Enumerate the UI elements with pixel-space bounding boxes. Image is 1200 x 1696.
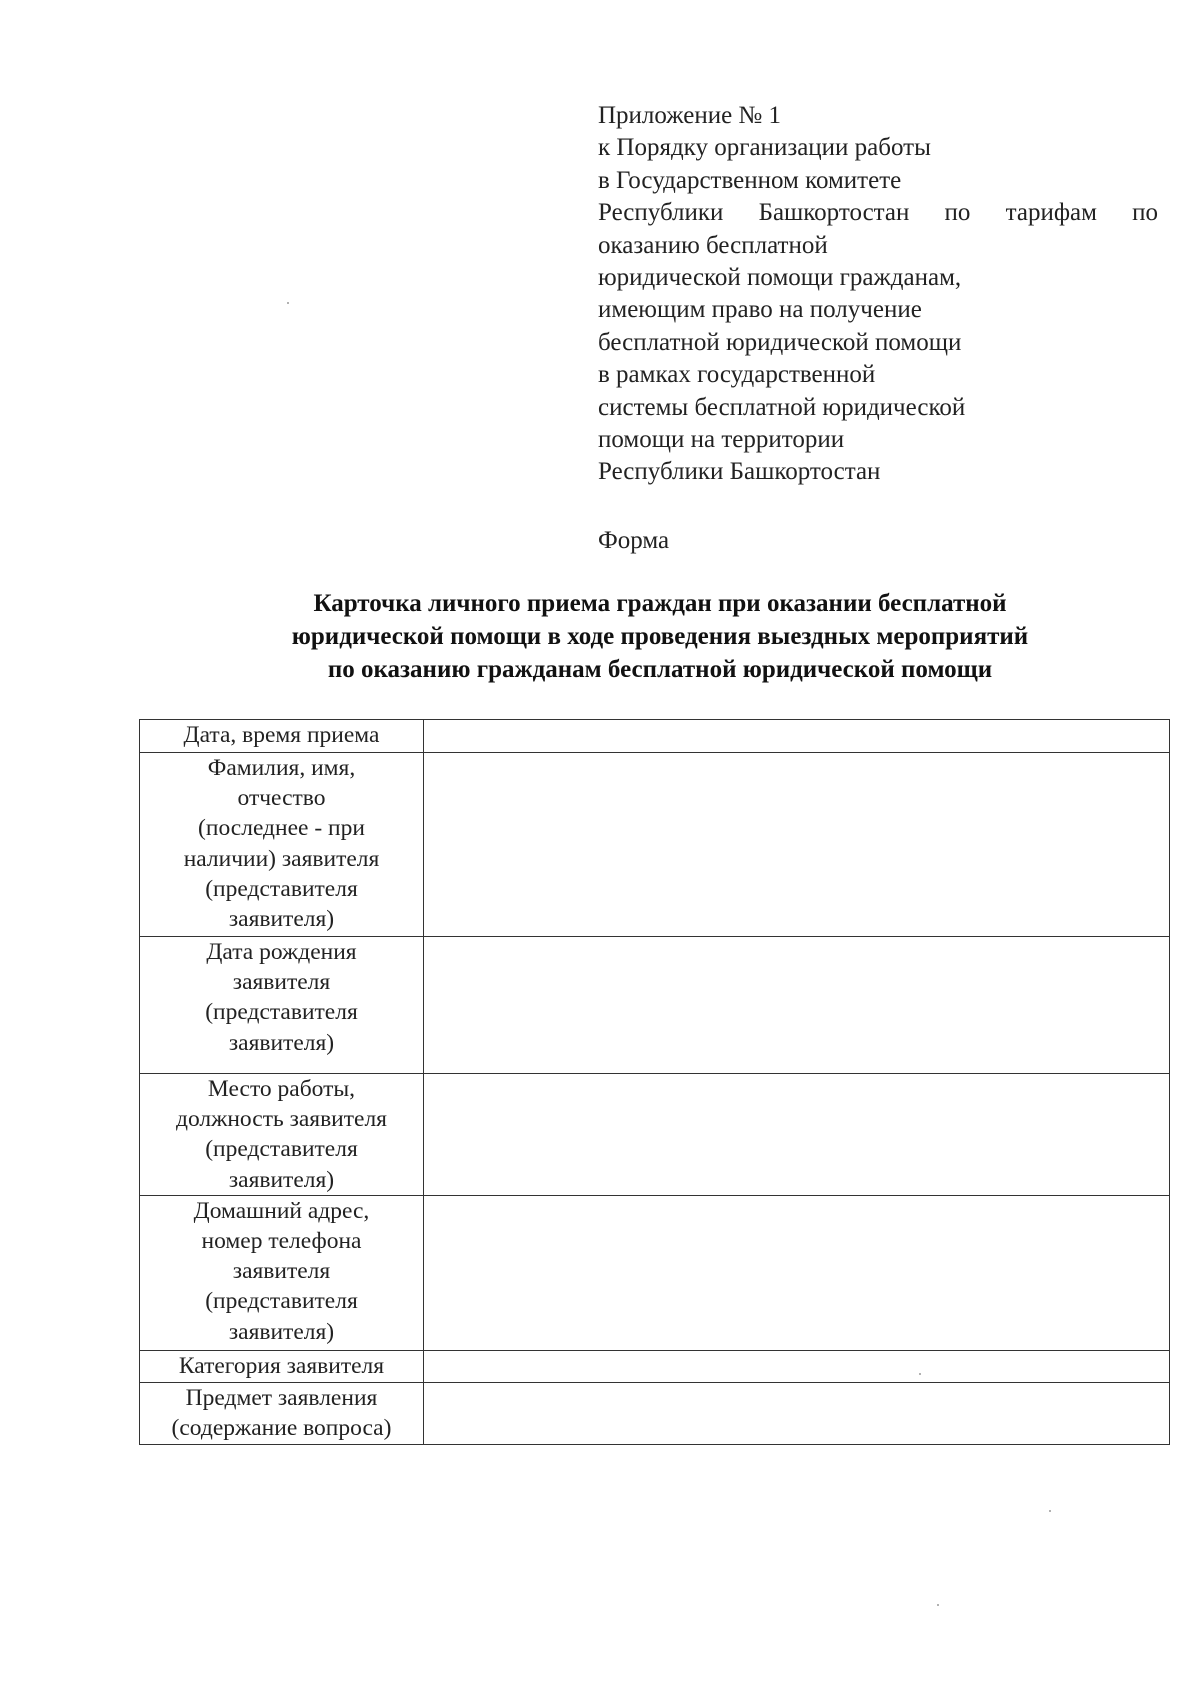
row-label: Дата, время приема	[140, 720, 424, 753]
row-value-field[interactable]	[424, 1382, 1170, 1444]
annex-line: Республики Башкортостан по тарифам по	[598, 199, 1158, 227]
row-value-field[interactable]	[424, 937, 1170, 1074]
row-value-field[interactable]	[424, 753, 1170, 937]
annex-line: юридической помощи гражданам,	[598, 264, 962, 292]
annex-line: оказанию бесплатной	[598, 231, 828, 259]
form-label: Форма	[598, 527, 670, 554]
annex-line: Республики Башкортостан	[598, 458, 881, 486]
row-label: Дата рождения заявителя (представителя заявителя)	[140, 937, 424, 1074]
table-row	[140, 753, 1170, 937]
document-title	[160, 587, 1160, 686]
scan-speck	[287, 302, 289, 304]
annex-line: Приложение № 1	[598, 102, 782, 129]
scan-speck	[919, 1373, 921, 1375]
annex-block	[598, 100, 1158, 489]
row-label: Фамилия, имя, отчество (последнее - при наличии) заявителя (представителя заявителя)	[140, 753, 424, 937]
row-label: Место работы, должность заявителя (представителя заявителя)	[140, 1074, 424, 1196]
row-label: Категория заявителя	[140, 1350, 424, 1382]
row-label: Предмет заявления (содержание вопроса)	[140, 1382, 424, 1444]
table-row	[140, 1350, 1170, 1382]
table-row	[140, 1195, 1170, 1350]
table-row	[140, 937, 1170, 1074]
title-line: по оказанию гражданам бесплатной юридической помощи	[327, 656, 993, 683]
scan-speck	[937, 1604, 939, 1606]
title-line: Карточка личного приема граждан при оказании бесплатной	[313, 590, 1007, 617]
annex-line: бесплатной юридической помощи	[598, 328, 962, 356]
annex-line: в рамках государственной	[598, 361, 876, 389]
row-value-field[interactable]	[424, 1074, 1170, 1196]
table-row	[140, 1074, 1170, 1196]
table-row	[140, 720, 1170, 753]
table-row	[140, 1382, 1170, 1444]
annex-line: к Порядку организации работы	[598, 134, 931, 162]
row-label: Домашний адрес, номер телефона заявителя (представителя заявителя)	[140, 1195, 424, 1350]
annex-line: имеющим право на получение	[598, 296, 922, 324]
annex-line: помощи на территории	[598, 426, 845, 454]
scan-speck	[1049, 1510, 1051, 1512]
reception-card-table	[139, 719, 1170, 1445]
row-value-field[interactable]	[424, 1350, 1170, 1382]
annex-line: в Государственном комитете	[598, 166, 902, 194]
annex-line: системы бесплатной юридической	[598, 393, 966, 421]
row-value-field[interactable]	[424, 720, 1170, 753]
title-line: юридической помощи в ходе проведения выездных мероприятий	[291, 623, 1029, 650]
row-value-field[interactable]	[424, 1195, 1170, 1350]
